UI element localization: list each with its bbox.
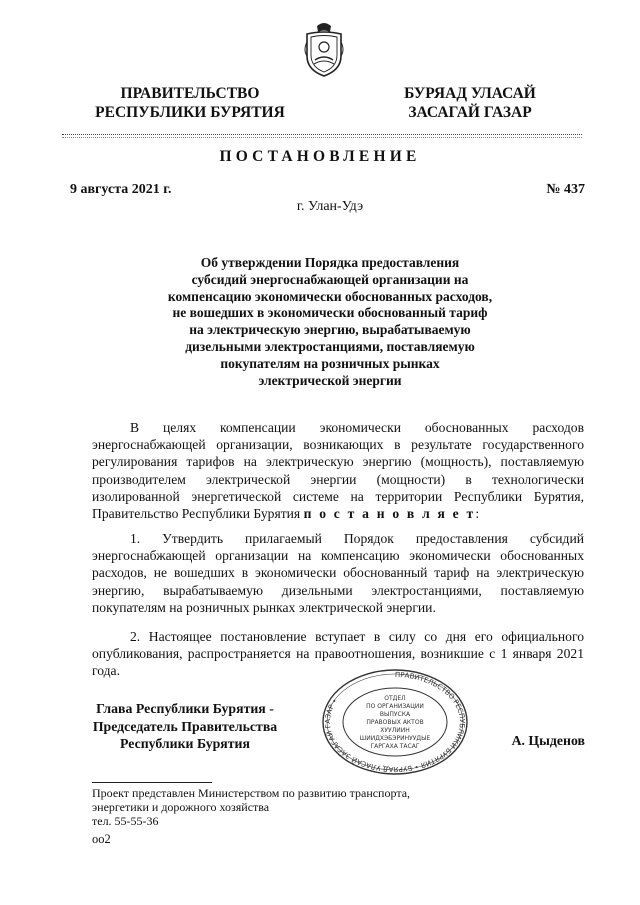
footer-line2: энергетики и дорожного хозяйства xyxy=(92,800,270,814)
header-divider xyxy=(62,134,582,135)
stamp-line: ГАРГАХА ТАСАГ xyxy=(370,743,420,750)
title-line: покупателям на розничных рынках xyxy=(220,355,440,371)
clause-1-text: 1. Утвердить прилагаемый Порядок предоставления субсидий энергоснабжающей организации на компенсацию экономически обоснованных расходов, не вошедших в экономически обоснованный тариф на электрическую энергию, вырабатываемую дизельными электростанциями, поставляемую покупателям на розничных рынках электрической энергии. xyxy=(92,531,584,615)
document-number: № 437 xyxy=(546,182,585,197)
stamp-line: ВЫПУСКА xyxy=(379,711,411,718)
clause-2-text: 2. Настоящее постановление вступает в силу со дня его официального опубликования, распространяется на правоотношения, возникшие с 1 января 2021 года. xyxy=(92,629,584,679)
header-divider-secondary xyxy=(62,137,582,138)
header-right-line2: ЗАСАГАЙ ГАЗАР xyxy=(408,104,532,121)
signatory-name: А. Цыденов xyxy=(511,733,585,748)
document-date: 9 августа 2021 г. xyxy=(70,182,172,197)
footer-note xyxy=(92,786,512,828)
position-line3: Республики Бурятия xyxy=(120,736,250,751)
clause-1-paragraph xyxy=(92,530,584,616)
header-left-ru xyxy=(75,84,305,122)
title-line: компенсацию экономически обоснованных расходов, xyxy=(167,288,493,304)
title-line: не вошедших в экономически обоснованный тариф xyxy=(172,305,488,321)
title-line: субсидий энергоснабжающей организации на xyxy=(191,271,469,287)
title-line: Об утверждении Порядка предоставления xyxy=(200,255,460,270)
stamp-line: ХУУЛИИН xyxy=(380,727,410,734)
footer-divider xyxy=(92,782,212,783)
header-left-line1: ПРАВИТЕЛЬСТВО xyxy=(120,85,260,102)
footer-line1: Проект представлен Министерством по развитию транспорта, xyxy=(92,786,411,800)
stamp-ring-text: ПРАВИТЕЛЬСТВО РЕСПУБЛИКИ БУРЯТИЯ • БУРЯАД УЛАСАЙ ЗАСАГАЙ ГАЗАР • xyxy=(323,670,466,774)
stamp-line: ПРАВОВЫХ АКТОВ xyxy=(366,719,424,726)
footer-line3: тел. 55-55-36 xyxy=(92,814,159,828)
position-line2: Председатель Правительства xyxy=(92,718,278,734)
document-city: г. Улан-Удэ xyxy=(296,199,364,214)
title-line: электрической энергии xyxy=(258,372,402,388)
header-right-line1: БУРЯАД УЛАСАЙ xyxy=(404,85,536,102)
preamble-colon: : xyxy=(475,506,480,522)
decree-word: п о с т а н о в л я е т xyxy=(303,506,476,522)
document-type: ПОСТАНОВЛЕНИЕ xyxy=(219,148,421,165)
stamp-line: ПО ОРГАНИЗАЦИИ xyxy=(366,703,424,710)
official-stamp xyxy=(320,667,470,775)
position-line1: Глава Республики Бурятия - xyxy=(96,701,274,716)
coat-of-arms-emblem xyxy=(303,20,345,78)
document-title xyxy=(160,255,500,389)
document-code: оо2 xyxy=(92,832,111,846)
preamble-paragraph xyxy=(92,419,584,522)
title-line: на электрическую энергию, вырабатываемую xyxy=(189,322,471,338)
stamp-line: ОТДЕЛ xyxy=(384,695,406,702)
signatory-position xyxy=(70,700,300,753)
stamp-line: ШИИДХЭБЭРИНУУДЫЕ xyxy=(359,735,431,742)
header-left-line2: РЕСПУБЛИКИ БУРЯТИЯ xyxy=(95,104,285,121)
title-line: дизельными электростанциями, поставляемую xyxy=(185,338,475,354)
header-right-bua xyxy=(385,84,555,122)
preamble-text: В целях компенсации экономически обоснованных расходов энергоснабжающей организации, возникающих в результате государственного регулирования тарифов на электрическую энергию (мощность), поставляемую производителем электрической энергии (мощности) в технологически изолированной энергетической системе на территории Республики Бурятия, Правительство Республики Бурятия xyxy=(92,420,584,522)
